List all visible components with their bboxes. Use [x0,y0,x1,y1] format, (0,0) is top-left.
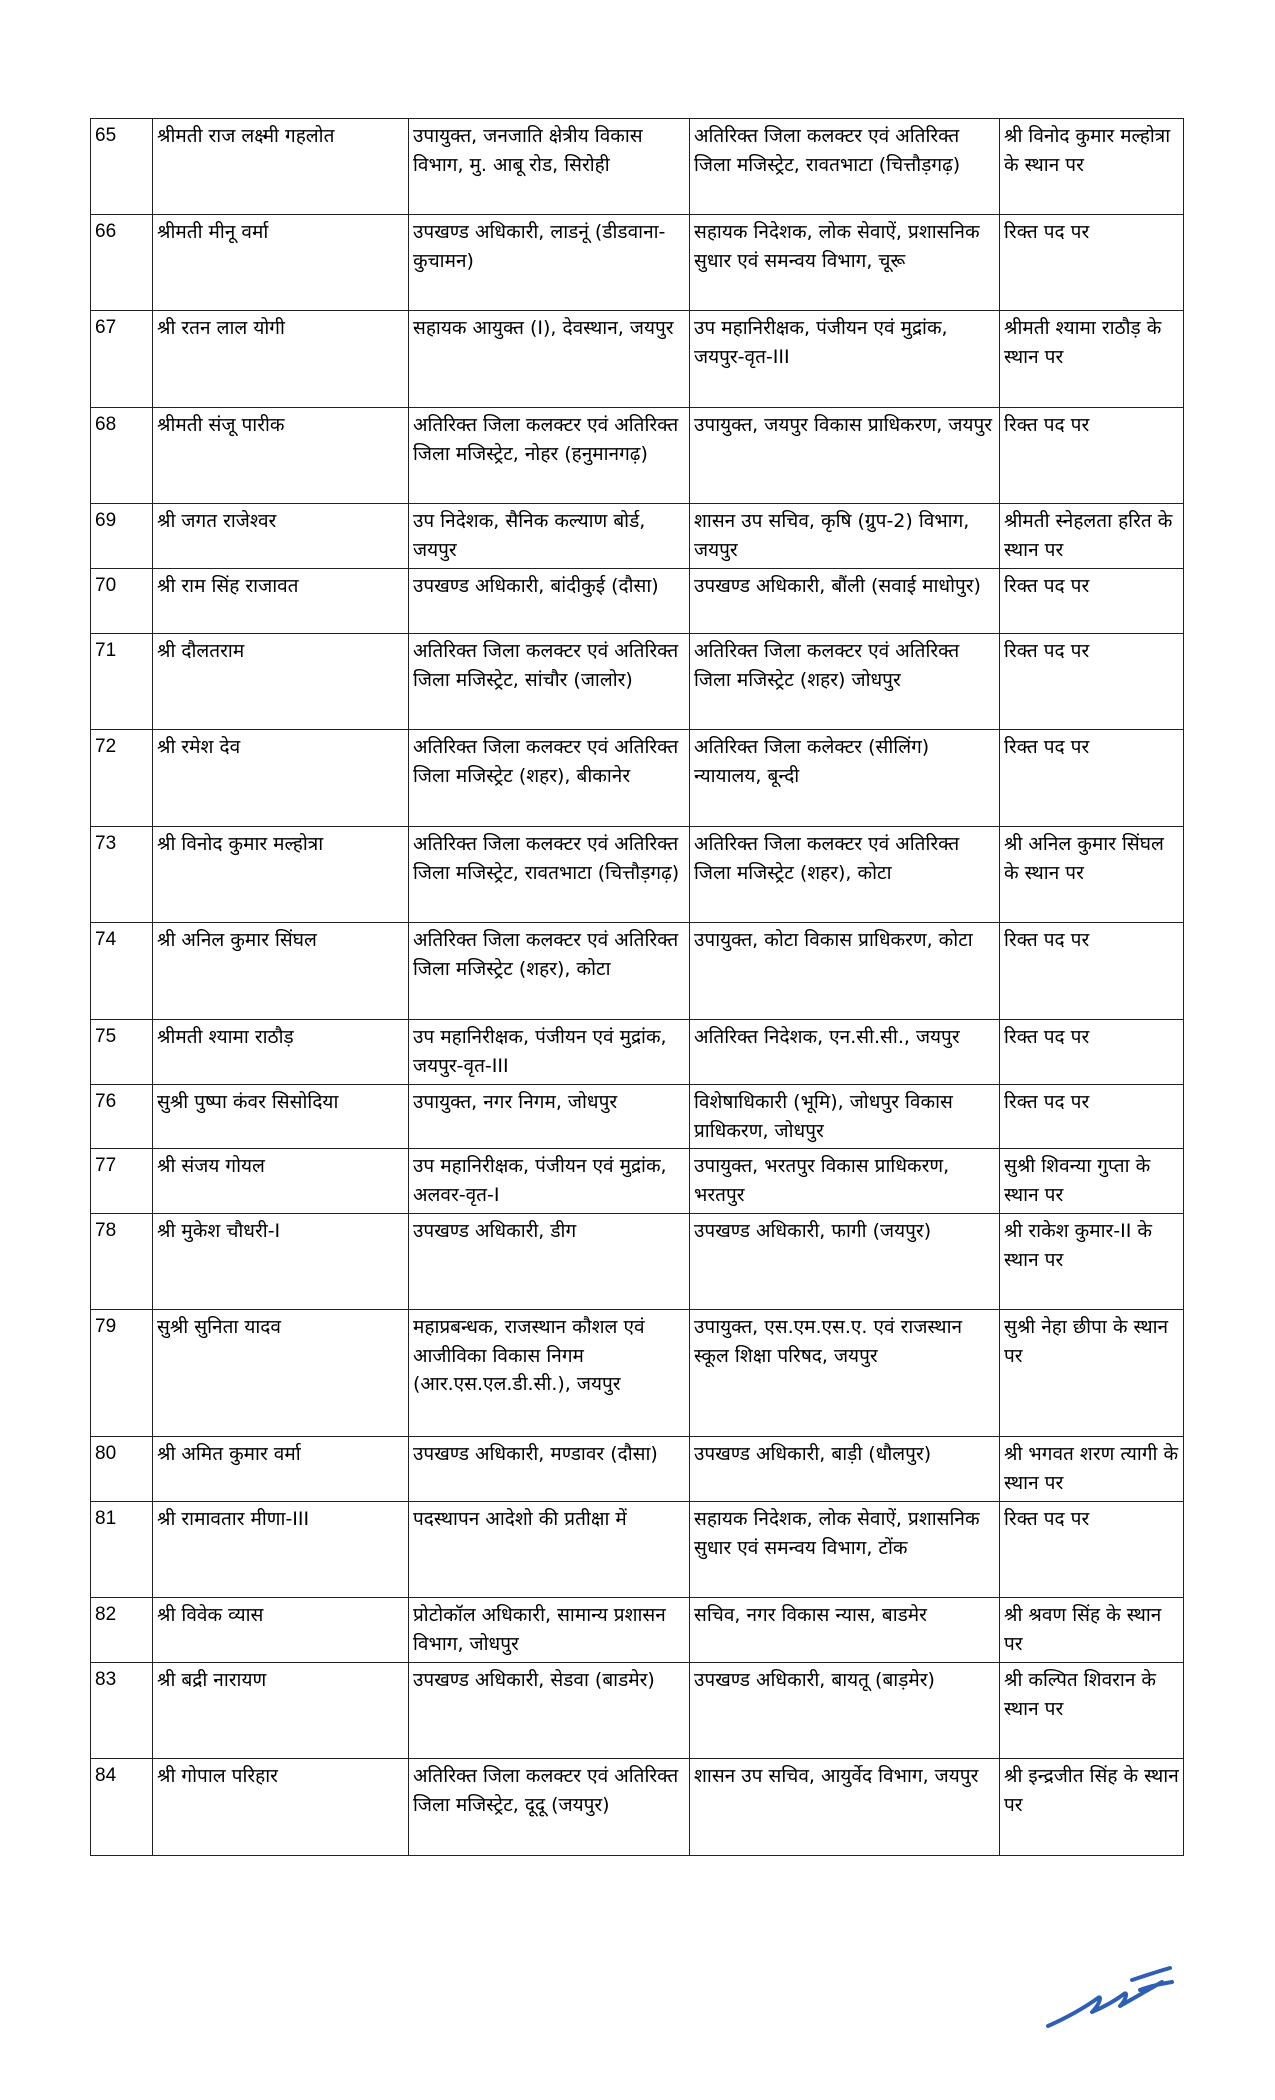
new-posting: उपायुक्त, जयपुर विकास प्राधिकरण, जयपुर [690,408,1000,504]
remark: श्री कल्पित शिवरान के स्थान पर [1000,1663,1184,1759]
officer-name: सुश्री सुनिता यादव [153,1310,409,1437]
serial-number: 82 [91,1598,153,1663]
remark: रिक्त पद पर [1000,215,1184,311]
remark: रिक्त पद पर [1000,1020,1184,1085]
serial-number: 76 [91,1085,153,1149]
new-posting: अतिरिक्त जिला कलक्टर एवं अतिरिक्त जिला मजिस्ट्रेट (शहर) जोधपुर [690,634,1000,730]
signature-stroke [1048,1968,1172,2026]
officer-name: श्रीमती श्यामा राठौड़ [153,1020,409,1085]
serial-number: 69 [91,504,153,569]
table-row [91,569,1184,634]
current-posting: उपायुक्त, जनजाति क्षेत्रीय विकास विभाग, मु. आबू रोड, सिरोही [409,119,690,215]
new-posting: अतिरिक्त जिला कलेक्टर (सीलिंग) न्यायालय, बून्दी [690,730,1000,827]
new-posting: उपायुक्त, कोटा विकास प्राधिकरण, कोटा [690,923,1000,1020]
officer-name: श्री अमित कुमार वर्मा [153,1437,409,1502]
officer-name: श्री विनोद कुमार मल्होत्रा [153,827,409,923]
new-posting: शासन उप सचिव, आयुर्वेद विभाग, जयपुर [690,1759,1000,1856]
current-posting: उप महानिरीक्षक, पंजीयन एवं मुद्रांक, जयपुर-वृत-III [409,1020,690,1085]
officer-name: श्री रतन लाल योगी [153,311,409,408]
remark: श्री राकेश कुमार-II के स्थान पर [1000,1214,1184,1310]
table-row [91,634,1184,730]
serial-number: 71 [91,634,153,730]
current-posting: उप निदेशक, सैनिक कल्याण बोर्ड, जयपुर [409,504,690,569]
officer-name: श्री बद्री नारायण [153,1663,409,1759]
new-posting: सहायक निदेशक, लोक सेवाऐं, प्रशासनिक सुधार एवं समन्वय विभाग, चूरू [690,215,1000,311]
serial-number: 79 [91,1310,153,1437]
table-row [91,1310,1184,1437]
table-row [91,1502,1184,1598]
new-posting: उपखण्ड अधिकारी, बायतू (बाड़मेर) [690,1663,1000,1759]
table-row [91,1759,1184,1856]
current-posting: उपखण्ड अधिकारी, लाडनूं (डीडवाना-कुचामन) [409,215,690,311]
officer-name: श्री राम सिंह राजावत [153,569,409,634]
remark: रिक्त पद पर [1000,634,1184,730]
serial-number: 74 [91,923,153,1020]
table-row [91,1020,1184,1085]
new-posting: सचिव, नगर विकास न्यास, बाडमेर [690,1598,1000,1663]
current-posting: प्रोटोकॉल अधिकारी, सामान्य प्रशासन विभाग, जोधपुर [409,1598,690,1663]
current-posting: उप महानिरीक्षक, पंजीयन एवं मुद्रांक, अलवर-वृत-I [409,1149,690,1214]
serial-number: 78 [91,1214,153,1310]
serial-number: 67 [91,311,153,408]
current-posting: अतिरिक्त जिला कलक्टर एवं अतिरिक्त जिला मजिस्ट्रेट, सांचौर (जालोर) [409,634,690,730]
remark: श्री श्रवण सिंह के स्थान पर [1000,1598,1184,1663]
new-posting: उपखण्ड अधिकारी, फागी (जयपुर) [690,1214,1000,1310]
current-posting: अतिरिक्त जिला कलक्टर एवं अतिरिक्त जिला मजिस्ट्रेट, नोहर (हनुमानगढ़) [409,408,690,504]
table-row [91,504,1184,569]
serial-number: 84 [91,1759,153,1856]
table-row [91,923,1184,1020]
new-posting: उपखण्ड अधिकारी, बाड़ी (धौलपुर) [690,1437,1000,1502]
current-posting: पदस्थापन आदेशो की प्रतीक्षा में [409,1502,690,1598]
current-posting: अतिरिक्त जिला कलक्टर एवं अतिरिक्त जिला मजिस्ट्रेट, दूदू (जयपुर) [409,1759,690,1856]
signature [1040,1960,1180,2035]
current-posting: उपायुक्त, नगर निगम, जोधपुर [409,1085,690,1149]
table-row [91,1214,1184,1310]
current-posting: सहायक आयुक्त (I), देवस्थान, जयपुर [409,311,690,408]
new-posting: उपखण्ड अधिकारी, बौंली (सवाई माधोपुर) [690,569,1000,634]
serial-number: 81 [91,1502,153,1598]
remark: श्री भगवत शरण त्यागी के स्थान पर [1000,1437,1184,1502]
remark: श्रीमती स्नेहलता हरित के स्थान पर [1000,504,1184,569]
officer-name: श्रीमती राज लक्ष्मी गहलोत [153,119,409,215]
remark: श्री अनिल कुमार सिंघल के स्थान पर [1000,827,1184,923]
serial-number: 83 [91,1663,153,1759]
serial-number: 73 [91,827,153,923]
serial-number: 70 [91,569,153,634]
remark: सुश्री शिवन्या गुप्ता के स्थान पर [1000,1149,1184,1214]
current-posting: उपखण्ड अधिकारी, बांदीकुई (दौसा) [409,569,690,634]
officer-name: श्री संजय गोयल [153,1149,409,1214]
remark: श्रीमती श्यामा राठौड़ के स्थान पर [1000,311,1184,408]
current-posting: उपखण्ड अधिकारी, मण्डावर (दौसा) [409,1437,690,1502]
serial-number: 77 [91,1149,153,1214]
remark: रिक्त पद पर [1000,1502,1184,1598]
current-posting: महाप्रबन्धक, राजस्थान कौशल एवं आजीविका विकास निगम (आर.एस.एल.डी.सी.), जयपुर [409,1310,690,1437]
new-posting: उपायुक्त, भरतपुर विकास प्राधिकरण, भरतपुर [690,1149,1000,1214]
table-row [91,408,1184,504]
serial-number: 68 [91,408,153,504]
current-posting: अतिरिक्त जिला कलक्टर एवं अतिरिक्त जिला मजिस्ट्रेट (शहर), बीकानेर [409,730,690,827]
remark: रिक्त पद पर [1000,569,1184,634]
table-row [91,311,1184,408]
current-posting: अतिरिक्त जिला कलक्टर एवं अतिरिक्त जिला मजिस्ट्रेट, रावतभाटा (चित्तौड़गढ़) [409,827,690,923]
remark: सुश्री नेहा छीपा के स्थान पर [1000,1310,1184,1437]
officer-name: श्री रमेश देव [153,730,409,827]
remark: रिक्त पद पर [1000,923,1184,1020]
new-posting: अतिरिक्त जिला कलक्टर एवं अतिरिक्त जिला मजिस्ट्रेट (शहर), कोटा [690,827,1000,923]
remark: श्री विनोद कुमार मल्होत्रा के स्थान पर [1000,119,1184,215]
table-row [91,1437,1184,1502]
serial-number: 75 [91,1020,153,1085]
officer-name: श्री दौलतराम [153,634,409,730]
officer-name: श्री मुकेश चौधरी-I [153,1214,409,1310]
current-posting: अतिरिक्त जिला कलक्टर एवं अतिरिक्त जिला मजिस्ट्रेट (शहर), कोटा [409,923,690,1020]
table-row [91,215,1184,311]
serial-number: 65 [91,119,153,215]
new-posting: उपायुक्त, एस.एम.एस.ए. एवं राजस्थान स्कूल शिक्षा परिषद, जयपुर [690,1310,1000,1437]
serial-number: 72 [91,730,153,827]
new-posting: अतिरिक्त जिला कलक्टर एवं अतिरिक्त जिला मजिस्ट्रेट, रावतभाटा (चित्तौड़गढ़) [690,119,1000,215]
new-posting: सहायक निदेशक, लोक सेवाऐं, प्रशासनिक सुधार एवं समन्वय विभाग, टोंक [690,1502,1000,1598]
remark: रिक्त पद पर [1000,1085,1184,1149]
officer-name: श्रीमती मीनू वर्मा [153,215,409,311]
officer-name: श्री अनिल कुमार सिंघल [153,923,409,1020]
new-posting: उप महानिरीक्षक, पंजीयन एवं मुद्रांक, जयपुर-वृत-III [690,311,1000,408]
transfer-order-table [90,118,1184,1856]
serial-number: 66 [91,215,153,311]
new-posting: विशेषाधिकारी (भूमि), जोधपुर विकास प्राधिकरण, जोधपुर [690,1085,1000,1149]
officer-name: श्री जगत राजेश्वर [153,504,409,569]
table-row [91,730,1184,827]
table-row [91,1663,1184,1759]
current-posting: उपखण्ड अधिकारी, डीग [409,1214,690,1310]
table-row [91,119,1184,215]
table-row [91,1598,1184,1663]
table-row [91,827,1184,923]
serial-number: 80 [91,1437,153,1502]
table-row [91,1149,1184,1214]
new-posting: शासन उप सचिव, कृषि (ग्रुप-2) विभाग, जयपुर [690,504,1000,569]
current-posting: उपखण्ड अधिकारी, सेडवा (बाडमेर) [409,1663,690,1759]
officer-name: श्रीमती संजू पारीक [153,408,409,504]
officer-name: श्री रामावतार मीणा-III [153,1502,409,1598]
remark: श्री इन्द्रजीत सिंह के स्थान पर [1000,1759,1184,1856]
transfer-order-body [91,119,1184,1856]
new-posting: अतिरिक्त निदेशक, एन.सी.सी., जयपुर [690,1020,1000,1085]
officer-name: श्री विवेक व्यास [153,1598,409,1663]
remark: रिक्त पद पर [1000,408,1184,504]
table-row [91,1085,1184,1149]
officer-name: सुश्री पुष्पा कंवर सिसोदिया [153,1085,409,1149]
officer-name: श्री गोपाल परिहार [153,1759,409,1856]
remark: रिक्त पद पर [1000,730,1184,827]
